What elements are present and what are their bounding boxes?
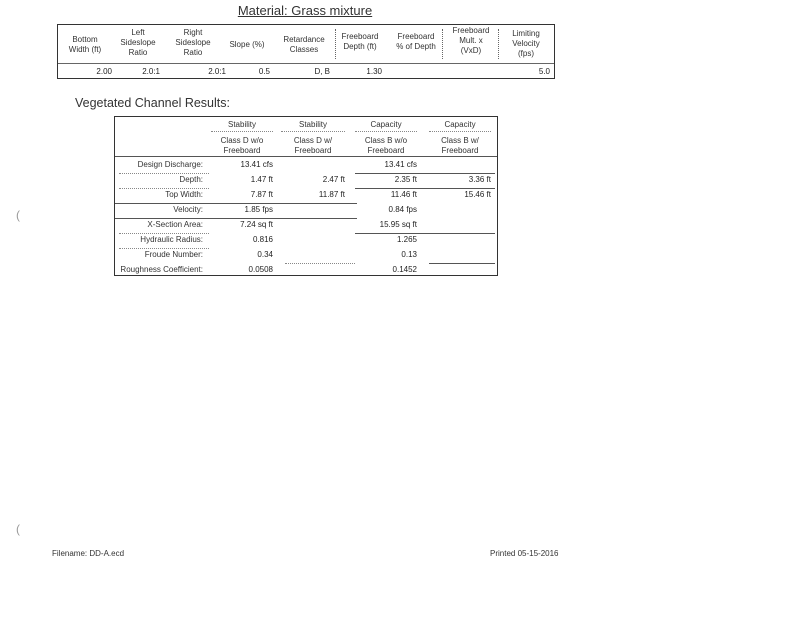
depth-capacity-1: 2.35 ft (394, 175, 417, 184)
col-subheader-capacity-1: Class B w/o Freeboard (364, 136, 408, 155)
row-label-x-section-area: X-Section Area: (147, 220, 203, 229)
row-divider (355, 188, 495, 189)
material-title: Material: Grass mixture (237, 3, 373, 18)
row-label-hydraulic-radius: Hydraulic Radius: (140, 235, 203, 244)
header-freeboard-pct: Freeboard % of Depth (396, 32, 436, 51)
x-section-area-stability-1: 7.24 sq ft (240, 220, 273, 229)
header-freeboard-depth: Freeboard Depth (ft) (341, 32, 379, 51)
value-right-sideslope: 2.0:1 (208, 67, 226, 76)
footer-printed-date: Printed 05-15-2016 (490, 549, 559, 558)
binder-hole-mark: ( (16, 208, 20, 222)
value-limiting-velocity: 5.0 (538, 67, 550, 76)
row-divider (119, 188, 209, 189)
column-divider (335, 29, 336, 59)
row-divider (429, 263, 495, 264)
header-divider (429, 131, 491, 132)
header-freeboard-mult: Freeboard Mult. x (VxD) (452, 26, 490, 55)
col-subheader-capacity-2: Class B w/ Freeboard (441, 136, 479, 155)
top-width-stability-2: 11.87 ft (318, 190, 345, 199)
channel-parameters-table (57, 24, 555, 79)
depth-stability-1: 1.47 ft (250, 175, 273, 184)
section-title: Vegetated Channel Results: (75, 96, 230, 110)
col-header-stability-1: Stability (227, 120, 256, 129)
row-label-froude-number: Froude Number: (144, 250, 203, 259)
hydraulic-radius-capacity-1: 1.265 (396, 235, 417, 244)
col-header-stability-2: Stability (298, 120, 327, 129)
value-slope: 0.5 (258, 67, 270, 76)
roughness-coefficient-stability-1: 0.0508 (248, 265, 273, 274)
velocity-capacity-1: 0.84 fps (388, 205, 417, 214)
col-header-capacity-1: Capacity (370, 120, 402, 129)
froude-number-capacity-1: 0.13 (401, 250, 417, 259)
velocity-stability-1: 1.85 fps (244, 205, 273, 214)
design-discharge-stability-1: 13.41 cfs (240, 160, 273, 169)
footer-filename: Filename: DD-A.ecd (52, 549, 125, 558)
top-width-stability-1: 7.87 ft (250, 190, 273, 199)
header-left-sideslope: Left Sideslope Ratio (120, 28, 156, 57)
row-divider (119, 173, 209, 174)
top-width-capacity-2: 15.46 ft (464, 190, 491, 199)
header-slope: Slope (%) (229, 40, 265, 49)
depth-capacity-2: 3.36 ft (468, 175, 491, 184)
col-header-capacity-2: Capacity (444, 120, 476, 129)
roughness-coefficient-capacity-1: 0.1452 (392, 265, 417, 274)
binder-hole-mark: ( (16, 522, 20, 536)
row-divider (285, 263, 355, 264)
header-right-sideslope: Right Sideslope Ratio (175, 28, 211, 57)
row-divider (115, 218, 357, 219)
depth-stability-2: 2.47 ft (322, 175, 345, 184)
row-label-top-width: Top Width: (165, 190, 203, 199)
row-divider (119, 233, 209, 234)
row-label-design-discharge: Design Discharge: (137, 160, 203, 169)
hydraulic-radius-stability-1: 0.816 (252, 235, 273, 244)
col-subheader-stability-2: Class D w/ Freeboard (293, 136, 333, 155)
row-divider (115, 203, 357, 204)
value-bottom-width: 2.00 (96, 67, 112, 76)
column-divider (442, 29, 443, 59)
col-subheader-stability-1: Class D w/o Freeboard (220, 136, 264, 155)
header-limiting-velocity: Limiting Velocity (fps) (512, 29, 540, 58)
header-divider (355, 131, 417, 132)
x-section-area-capacity-1: 15.95 sq ft (379, 220, 417, 229)
value-left-sideslope: 2.0:1 (142, 67, 160, 76)
top-width-capacity-1: 11.46 ft (390, 190, 417, 199)
row-label-depth: Depth: (179, 175, 203, 184)
column-divider (498, 29, 499, 59)
row-divider (355, 173, 495, 174)
row-divider (119, 248, 209, 249)
header-bottom-line (115, 156, 497, 157)
row-label-roughness-coefficient: Roughness Coefficient: (120, 265, 203, 274)
table-header-separator (58, 63, 554, 64)
header-bottom-width: Bottom Width (ft) (68, 35, 102, 54)
froude-number-stability-1: 0.34 (257, 250, 273, 259)
row-label-velocity: Velocity: (173, 205, 203, 214)
value-freeboard-depth: 1.30 (366, 67, 382, 76)
row-divider (355, 233, 495, 234)
vegetated-channel-results-table (114, 116, 498, 276)
value-retardance: D, B (314, 67, 330, 76)
header-retardance: Retardance Classes (283, 35, 325, 54)
header-divider (281, 131, 345, 132)
header-divider (211, 131, 273, 132)
design-discharge-capacity-1: 13.41 cfs (384, 160, 417, 169)
